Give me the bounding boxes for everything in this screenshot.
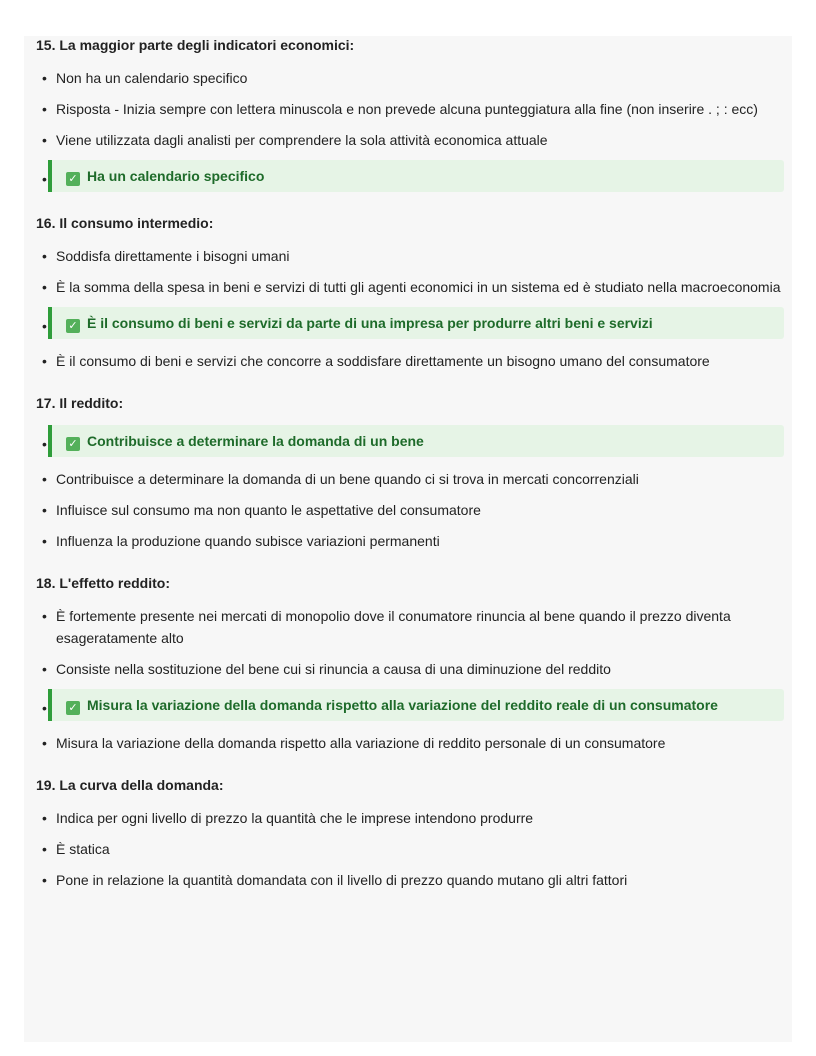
checkmark-icon: ✓: [66, 319, 80, 333]
answer-text: È statica: [56, 841, 110, 857]
answer-option: [36, 605, 784, 649]
correct-answer-highlight: [48, 689, 784, 721]
correct-answer-highlight: [48, 160, 784, 192]
quiz-document: [24, 36, 792, 1042]
question-block: [36, 36, 784, 192]
answer-option: [36, 658, 784, 680]
answer-text: Ha un calendario specifico: [87, 168, 265, 184]
answer-options: [36, 425, 784, 552]
answer-text: Viene utilizzata dagli analisti per comprendere la sola attività economica attuale: [56, 132, 548, 148]
answer-options: [36, 67, 784, 192]
answer-option: [36, 276, 784, 298]
answer-text: Influenza la produzione quando subisce variazioni permanenti: [56, 533, 440, 549]
answer-text: Influisce sul consumo ma non quanto le aspettative del consumatore: [56, 502, 481, 518]
question-block: [36, 214, 784, 372]
checkmark-icon: ✓: [66, 437, 80, 451]
answer-option-correct: [36, 689, 784, 721]
answer-text: Pone in relazione la quantità domandata con il livello di prezzo quando mutano gli altri fattori: [56, 872, 628, 888]
question-title: 17. Il reddito:: [36, 395, 124, 411]
question-block: [36, 776, 784, 891]
question-block: [36, 394, 784, 552]
answer-text: È fortemente presente nei mercati di monopolio dove il conumatore rinuncia al bene quando il prezzo diventa esageratamente alto: [56, 608, 731, 646]
answer-options: [36, 807, 784, 891]
answer-option: [36, 499, 784, 521]
answer-text: È il consumo di beni e servizi da parte di una impresa per produrre altri beni e servizi: [87, 315, 653, 331]
answer-option: [36, 530, 784, 552]
answer-option: [36, 468, 784, 490]
correct-answer-highlight: [48, 425, 784, 457]
answer-option: [36, 245, 784, 267]
answer-option-correct: [36, 307, 784, 339]
question-title: 16. Il consumo intermedio:: [36, 215, 214, 231]
answer-text: È la somma della spesa in beni e servizi di tutti gli agenti economici in un sistema ed è studiato nella macroeconomia: [56, 279, 781, 295]
answer-text: Indica per ogni livello di prezzo la quantità che le imprese intendono produrre: [56, 810, 534, 826]
question-title: 15. La maggior parte degli indicatori economici:: [36, 37, 355, 53]
question-list: [36, 36, 784, 891]
answer-option: [36, 807, 784, 829]
correct-answer-highlight: [48, 307, 784, 339]
answer-text: Contribuisce a determinare la domanda di un bene: [87, 433, 424, 449]
answer-text: Consiste nella sostituzione del bene cui si rinuncia a causa di una diminuzione del reddito: [56, 661, 611, 677]
question-block: [36, 574, 784, 754]
answer-option: [36, 98, 784, 120]
checkmark-icon: ✓: [66, 701, 80, 715]
answer-text: Contribuisce a determinare la domanda di un bene quando ci si trova in mercati concorrenziali: [56, 471, 639, 487]
answer-text: Risposta - Inizia sempre con lettera minuscola e non prevede alcuna punteggiatura alla fine (non inserire . ; : ecc): [56, 101, 758, 117]
answer-option: [36, 869, 784, 891]
answer-option: [36, 350, 784, 372]
question-title: 18. L'effetto reddito:: [36, 575, 170, 591]
answer-text: Soddisfa direttamente i bisogni umani: [56, 248, 290, 264]
checkmark-icon: ✓: [66, 172, 80, 186]
answer-options: [36, 605, 784, 754]
answer-option: [36, 129, 784, 151]
answer-option: [36, 67, 784, 89]
answer-option: [36, 732, 784, 754]
answer-option-correct: [36, 160, 784, 192]
answer-option: [36, 838, 784, 860]
answer-text: Misura la variazione della domanda rispetto alla variazione di reddito personale di un consumatore: [56, 735, 666, 751]
question-title: 19. La curva della domanda:: [36, 777, 224, 793]
answer-options: [36, 245, 784, 372]
answer-option-correct: [36, 425, 784, 457]
answer-text: Non ha un calendario specifico: [56, 70, 248, 86]
answer-text: Misura la variazione della domanda rispetto alla variazione del reddito reale di un consumatore: [87, 697, 718, 713]
answer-text: È il consumo di beni e servizi che concorre a soddisfare direttamente un bisogno umano del consumatore: [56, 353, 710, 369]
